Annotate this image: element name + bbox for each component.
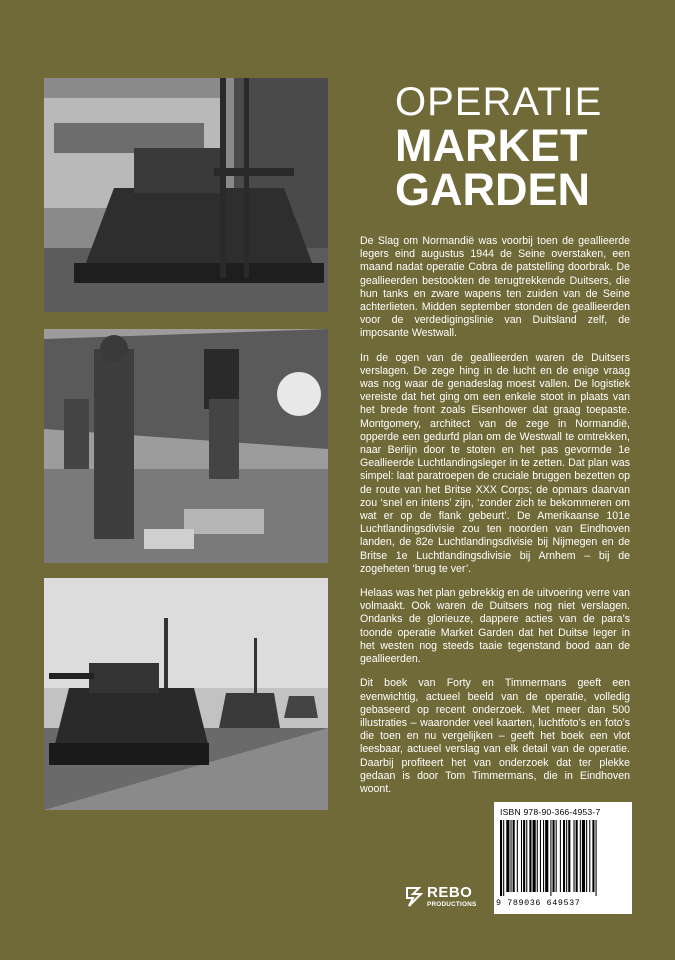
publisher-logo [405, 884, 495, 912]
barcode-bar [517, 820, 518, 892]
barcode-bar [586, 820, 587, 892]
barcode-bar [526, 820, 527, 892]
barcode-bar [574, 820, 575, 892]
barcode-bar [503, 820, 504, 896]
barcode-bar [537, 820, 538, 892]
blurb-paragraph: De Slag om Normandië was voorbij toen de geallieerde legers eind augustus 1944 de Seine overstaken, een maand nadat operatie Cobra de patstelling doorbrak. De geallieerden bestookten de terugtrekkende Duitsers, die hun tanks en zware wapens ten zuiden van de Seine achterlieten. Midden september stonden de geallieerden voor de verdedigingslinie van Duitsland zelf, de imposante Westwall. [360, 235, 630, 340]
barcode-bar [550, 820, 551, 896]
barcode-bar [523, 820, 525, 892]
barcode-bar [511, 820, 512, 892]
barcode-bar [576, 820, 578, 892]
title-line-market: MARKET [395, 120, 588, 171]
barcode-bar [513, 820, 515, 892]
title-line-garden: GARDEN [395, 164, 591, 215]
barcode-bar [533, 820, 536, 892]
barcode-bar [592, 820, 594, 892]
isbn-barcode [494, 802, 632, 914]
publisher-sub: PRODUCTIONS [427, 901, 477, 908]
photo-sherman-tanks-road [44, 578, 328, 810]
photo-paratroopers-aircraft [44, 329, 328, 563]
blurb-paragraph: Helaas was het plan gebrekkig en de uitvoering verre van volmaakt. Ook waren de Duitsers nog niet verslagen. Ondanks de glorieuze, dappere acties van de para’s toonde operatie Market Garden dat het Duitse leger in het westen nog steeds taaie tegenstand bood aan de geallieerden. [360, 587, 630, 666]
publisher-name: REBO [427, 884, 473, 901]
barcode-bar [580, 820, 581, 892]
barcode-bar [521, 820, 522, 892]
barcode-bar [543, 820, 544, 892]
title-line-operatie: OPERATIE [395, 80, 603, 124]
barcode-bar [529, 820, 531, 892]
barcode-bar [500, 820, 502, 896]
book-title [395, 80, 645, 215]
barcode-bar [563, 820, 565, 892]
barcode-bar [589, 820, 590, 892]
rebo-logo-icon [405, 886, 423, 908]
barcode-bar [596, 820, 597, 896]
barcode-bar [566, 820, 567, 892]
barcode-digits: 9 789036 649537 [496, 898, 581, 908]
barcode-bar [556, 820, 557, 892]
photo-destroyed-tank [44, 78, 328, 312]
barcode-bar [506, 820, 509, 892]
barcode-bar [545, 820, 548, 892]
barcode-bar [560, 820, 561, 892]
barcode-bars [500, 820, 626, 896]
isbn-label: ISBN 978-90-366-4953-7 [500, 807, 601, 817]
blurb-paragraph: In de ogen van de geallieerden waren de Duitsers verslagen. De zege hing in de lucht en de enige vraag was nog waar de genadeslag moest vallen. De logistiek vereiste dat het ging om een enkele stoot in plaats van het brede front zoals Eisenhower dat graag toepaste. Montgomery, architect van de zege in Normandië, opperde een gedurfd plan om de Westwall te omtrekken, naar Berlijn door te stoten en het pas gevormde 1e Geallieerde Luchtlandingsleger in te zetten. Dat plan was simpel: laat paratroepen de cruciale bruggen bezetten op de route van het Britse XXX Corps; de opmars daarvan zou ‘snel en intens’ zijn, ‘zonder zich te bekommeren om wat er op de flank gebeurt’. De Amerikaanse 101e Luchtlandingsdivisie zou ten noorden van Eindhoven landen, de 82e Luchtlandingsdivisie bij Nijmegen en de Britse 1e Luchtlandingsdivisie bij Arnhem – bij de zogeheten ‘brug te ver’. [360, 351, 630, 575]
barcode-bar [553, 820, 555, 892]
back-cover-blurb [360, 235, 630, 807]
barcode-bar [540, 820, 541, 892]
barcode-bar [568, 820, 570, 892]
blurb-paragraph: Dit boek van Forty en Timmermans geeft een evenwichtig, actueel beeld van de operatie, volledig gebaseerd op recent onderzoek. Met meer dan 500 illustraties – waaronder veel kaarten, luchtfoto’s en foto’s die toen en nu vergelijken – geeft het boek een vlot leesbaar, actueel verslag van elk detail van de operatie. Daarbij profiteert het van onderzoek dat ter plekke gedaan is door Tom Timmermans, die in Eindhoven woont. [360, 677, 630, 795]
barcode-bar [582, 820, 585, 892]
